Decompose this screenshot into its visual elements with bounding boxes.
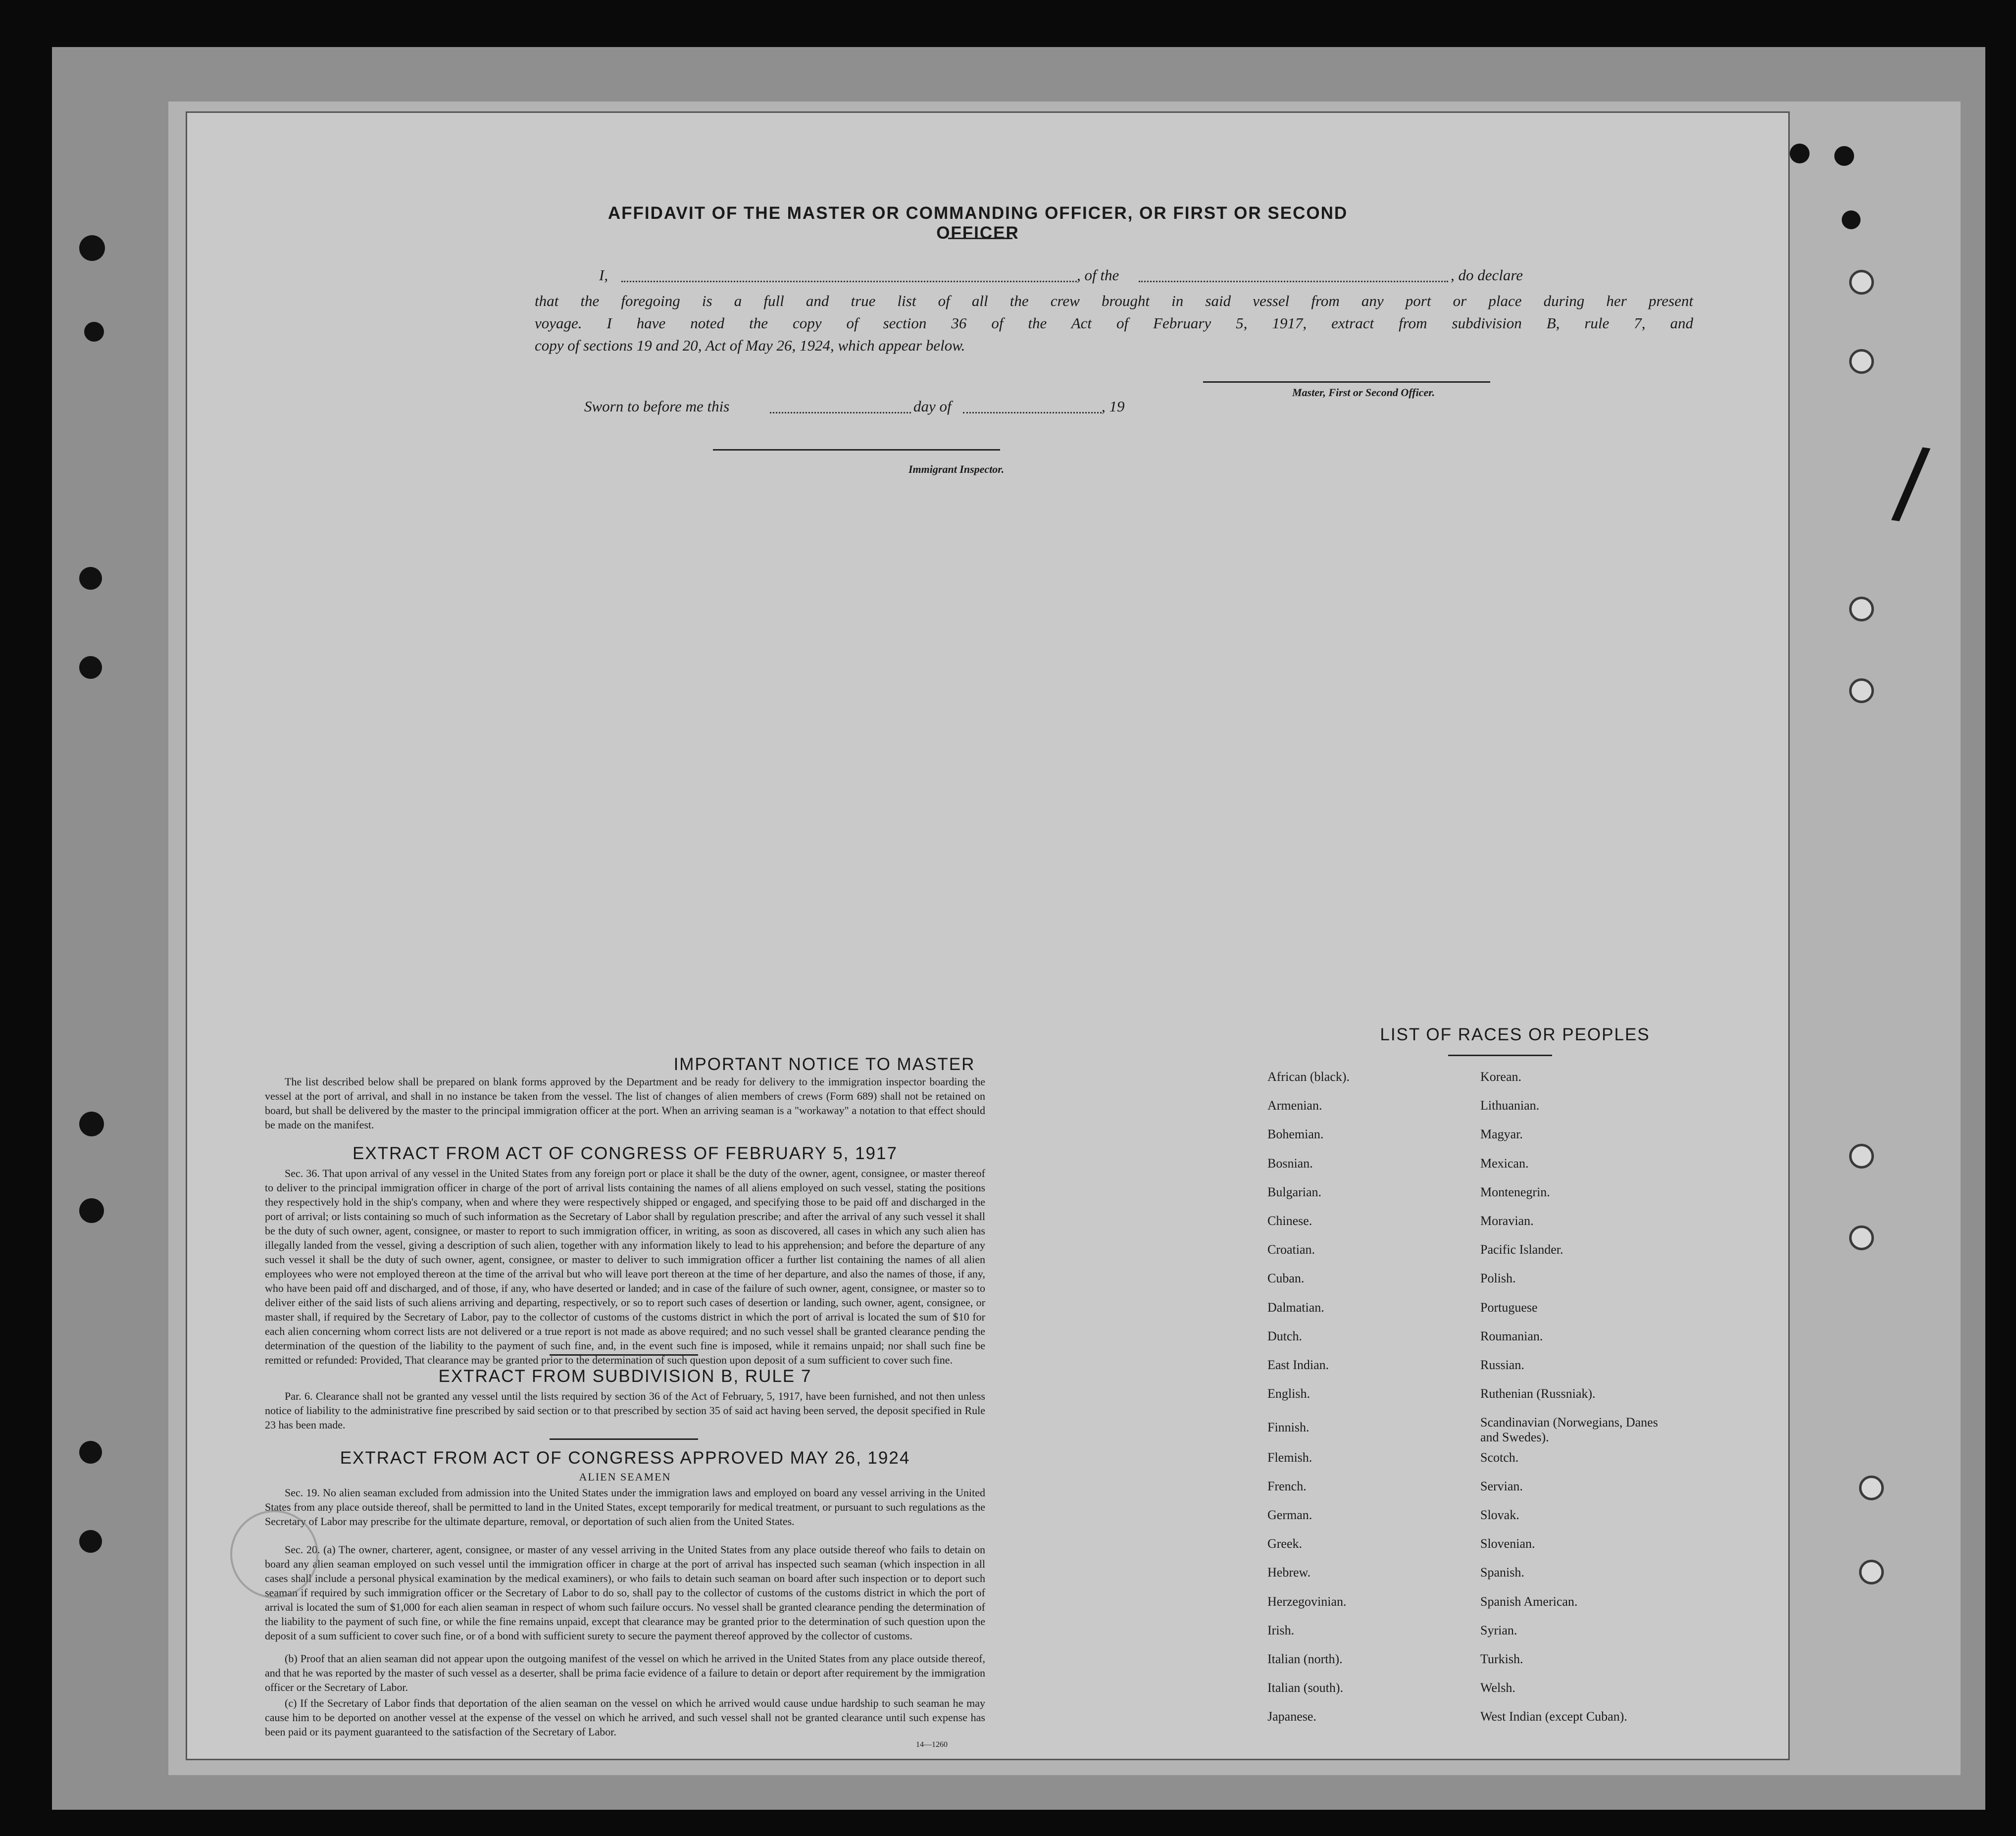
sworn-day-field[interactable]: [770, 412, 911, 413]
race-item-left: Japanese.: [1267, 1709, 1316, 1724]
race-item-left: Finnish.: [1267, 1420, 1310, 1435]
affidavit-line2: that the foregoing is a full and true list of all the crew brought in said vessel from any port or place during her present: [535, 292, 1693, 309]
race-item-left: Irish.: [1267, 1623, 1295, 1637]
race-item-right: Ruthenian (Russniak).: [1480, 1386, 1596, 1401]
punch-hole: [1834, 146, 1854, 166]
extract-1924-sec20a: Sec. 20. (a) The owner, charterer, agent, consignee, or master of any vessel arriving in the United States from any place outside thereof who fails to detain on board any alien seaman employed on such vessel until the immigration officer in charge at the port of arrival has inspected such seaman (which inspection in all cases shall include a personal physical examination by the medical examiners), or who fails to detain such seaman on board after such inspection or to deport such seaman if required by such immigration officer or the Secretary of Labor to do so, shall pay to the collector of customs of the customs district in which the port of arrival is located the sum of $1,000 for each alien seaman in respect of whom such failure occurs. No vessel shall be granted clearance pending the determination of the liability to the payment of such fine, or while the fine remains unpaid, except that clearance may be granted prior to the determination of such question upon the deposit of a sum sufficient to cover such fine, or of a bond with sufficient surety to secure the payment thereof approved by the collector of customs.: [265, 1543, 985, 1642]
affidavit-line1-declare: , do declare: [1451, 266, 1523, 284]
binder-ring: [79, 1530, 102, 1553]
punch-hole: [1849, 270, 1874, 295]
race-item-left: German.: [1267, 1508, 1312, 1522]
notice-body: The list described below shall be prepared on blank forms approved by the Department and be ready for delivery to the immigration inspector boarding the vessel at the port of arrival, and shall in no instance be taken from the vessel. The list of changes of alien members of crews (Form 689) shall not be retained on board, but shall be delivered by the master to the principal immigration officer at the port. When an arriving seaman is a "workaway" a notation to that effect should be made on the manifest.: [265, 1075, 985, 1131]
race-item-right: Spanish American.: [1480, 1594, 1578, 1609]
master-name-field[interactable]: [621, 281, 1077, 282]
race-item-left: Dalmatian.: [1267, 1300, 1324, 1315]
race-item-left: Herzegovinian.: [1267, 1594, 1347, 1609]
race-item-left: Dutch.: [1267, 1328, 1303, 1343]
section-divider: [550, 1438, 698, 1440]
race-item-right: Welsh.: [1480, 1681, 1515, 1695]
inspector-signature-label: Immigrant Inspector.: [908, 463, 1005, 475]
race-item-left: Armenian.: [1267, 1098, 1322, 1113]
race-item-right: Slovenian.: [1480, 1536, 1535, 1551]
form-number: 14—1260: [916, 1740, 948, 1749]
subdivision-body: Par. 6. Clearance shall not be granted any vessel until the lists required by section 36 of the Act of February, 5, 1917, have been furnished, and not then unless notice of liability to the administrative fine prescribed by said section or to that prescribed by section 35 of said act having been served, the deposit specified in Rule 23 has been made.: [265, 1390, 985, 1431]
section-divider: [550, 1354, 698, 1356]
race-item-left: Bohemian.: [1267, 1127, 1324, 1142]
affidavit-line1-i: I,: [599, 266, 608, 284]
race-item-right: Polish.: [1480, 1271, 1516, 1286]
binder-ring: [79, 1441, 102, 1464]
races-title: LIST OF RACES OR PEOPLES: [1380, 1025, 1650, 1044]
binder-ring: [79, 656, 102, 679]
race-item-right: Syrian.: [1480, 1623, 1517, 1637]
race-item-left: English.: [1267, 1386, 1310, 1401]
race-item-left: Italian (north).: [1267, 1652, 1343, 1666]
races-title-underline: [1448, 1055, 1552, 1056]
race-item-left: Chinese.: [1267, 1214, 1312, 1228]
sworn-prefix: Sworn to before me this: [584, 398, 730, 415]
binder-ring: [84, 322, 104, 342]
binder-ring: [79, 1112, 104, 1136]
race-item-right: Scandinavian (Norwegians, Danes and Swedes).: [1480, 1415, 1658, 1445]
form-sheet: [186, 111, 1790, 1760]
race-item-left: French.: [1267, 1479, 1307, 1493]
subdivision-title: EXTRACT FROM SUBDIVISION B, RULE 7: [438, 1367, 812, 1386]
race-item-left: Italian (south).: [1267, 1681, 1344, 1695]
punch-hole: [1790, 144, 1810, 163]
affidavit-line4: copy of sections 19 and 20, Act of May 26, 1924, which appear below.: [535, 337, 965, 354]
punch-hole: [1859, 1476, 1884, 1500]
race-item-left: Bosnian.: [1267, 1156, 1313, 1171]
binder-ring: [79, 567, 102, 590]
extract-1924-sec20c: (c) If the Secretary of Labor finds that deportation of the alien seaman on the vessel on which he arrived would cause undue hardship to such seaman he may cause him to be deported on another vessel at the expense of the vessel on which he arrived, and such vessel shall not be granted clearance until such expense has been paid or its payment guaranteed to the satisfaction of the Secretary of Labor.: [265, 1697, 985, 1738]
race-item-right: West Indian (except Cuban).: [1480, 1709, 1627, 1724]
race-item-right: Korean.: [1480, 1070, 1522, 1084]
race-item-right: Spanish.: [1480, 1565, 1524, 1580]
race-item-left: Cuban.: [1267, 1271, 1305, 1286]
race-item-right: Moravian.: [1480, 1214, 1534, 1228]
vessel-name-field[interactable]: [1139, 281, 1448, 282]
inspector-signature-line[interactable]: [713, 449, 1000, 451]
affidavit-title: AFFIDAVIT OF THE MASTER OR COMMANDING OFFICER, OR FIRST OR SECOND OFFICER: [607, 204, 1348, 243]
race-item-right: Pacific Islander.: [1480, 1242, 1563, 1257]
official-stamp: [230, 1510, 318, 1598]
punch-hole: [1859, 1560, 1884, 1584]
race-item-right: Lithuanian.: [1480, 1098, 1540, 1113]
affidavit-line3: voyage. I have noted the copy of section 36 of the Act of February 5, 1917, extract from subdivision B, rule 7, and: [535, 314, 1693, 332]
punch-hole: [1849, 678, 1874, 703]
race-item-right: Mexican.: [1480, 1156, 1529, 1171]
punch-hole: [1849, 1144, 1874, 1169]
race-item-left: Greek.: [1267, 1536, 1303, 1551]
punch-hole: [1849, 349, 1874, 374]
race-item-left: Croatian.: [1267, 1242, 1315, 1257]
race-item-right: Scotch.: [1480, 1450, 1519, 1465]
binder-ring: [79, 235, 105, 261]
race-item-left: Flemish.: [1267, 1450, 1312, 1465]
extract-1917-body: Sec. 36. That upon arrival of any vessel in the United States from any foreign port or place it shall be the duty of the owner, agent, consignee, or master thereof to deliver to the principal immigration officer in charge of the port of arrival lists containing the names of all aliens employed on such vessel, stating the positions they respectively hold in the ship's company, when and where they were respectively shipped or engaged, and specifying those to be paid off and discharged in the port of arrival; or lists containing so much of such information as the Secretary of Labor shall by regulation prescribe; and after the arrival of any such vessel it shall be the duty of such owner, agent, consignee, or master to report to such immigration officer, in writing, as soon as discovered, all cases in which any such alien has illegally landed from the vessel, giving a description of such alien, together with any information likely to lead to his apprehension; and before the departure of any such vessel it shall be the duty of such owner, agent, consignee, or master to deliver to such immigration officer a further list containing the names of all alien employees who were not employed thereon at the time of the arrival but who will leave port thereon at the time of her departure, and also the names of those, if any, who have been paid off and discharged, and of those, if any, who have deserted or landed; and in case of the failure of such owner, agent, consignee, or master so to deliver either of the said lists of such aliens arriving and departing, respectively, or so to report such cases of desertion or landing, such owner, agent, consignee, or master shall, if required by the Secretary of Labor, pay to the collector of customs of the customs district in which the port of arrival is located the sum of $10 for each alien concerning whom correct lists are not delivered or a true report is not made as above required; and no such vessel shall be granted clearance pending the determination of the question of the liability to the payment of such fine, and, in the event such fine is imposed, while it remains unpaid; nor shall such fine be remitted or refunded: Provided, That clearance may be granted prior to the determination of such question upon deposit of a sum sufficient to cover such fine.: [265, 1167, 985, 1366]
race-item-right: Servian.: [1480, 1479, 1523, 1493]
extract-1924-sec20b: (b) Proof that an alien seaman did not appear upon the outgoing manifest of the vessel on which he arrived in the United States from any place outside thereof, and that he was reported by the master of such vessel as a deserter, shall be prima facie evidence of a failure to detain or deport after requirement by the immigration officer or the Secretary of Labor.: [265, 1652, 985, 1693]
punch-hole: [1842, 210, 1861, 229]
race-item-right: Slovak.: [1480, 1508, 1519, 1522]
title-underline: [948, 238, 1012, 239]
extract-1924-title: EXTRACT FROM ACT OF CONGRESS APPROVED MAY 26, 1924: [340, 1448, 910, 1468]
race-item-left: African (black).: [1267, 1070, 1350, 1084]
punch-hole: [1849, 597, 1874, 621]
race-item-right: Russian.: [1480, 1358, 1524, 1372]
race-item-right: Portuguese: [1480, 1300, 1538, 1315]
extract-1924-subtitle: ALIEN SEAMEN: [579, 1471, 671, 1483]
race-item-right: Magyar.: [1480, 1127, 1523, 1142]
master-signature-label: Master, First or Second Officer.: [1292, 386, 1435, 399]
race-item-right: Roumanian.: [1480, 1328, 1543, 1343]
race-item-right: Montenegrin.: [1480, 1184, 1550, 1199]
race-item-left: Hebrew.: [1267, 1565, 1311, 1580]
punch-hole: [1849, 1225, 1874, 1250]
extract-1917-title: EXTRACT FROM ACT OF CONGRESS OF FEBRUARY 5, 1917: [353, 1144, 898, 1163]
binder-ring: [79, 1198, 104, 1223]
sworn-year: , 19: [1102, 398, 1125, 415]
sworn-day-of: day of: [913, 398, 952, 415]
handwritten-mark: /: [1888, 426, 1933, 545]
extract-1924-sec19: Sec. 19. No alien seaman excluded from admission into the United States under the immigration laws and employed on board any vessel arriving in the United States from any place outside thereof, shall be permitted to land in the United States, except temporarily for medical treatment, or pursuant to such regulations as the Secretary of Labor may prescribe for the ultimate departure, removal, or deportation of such alien from the United States.: [265, 1486, 985, 1528]
race-item-left: East Indian.: [1267, 1358, 1329, 1372]
notice-title: IMPORTANT NOTICE TO MASTER: [673, 1055, 975, 1074]
sworn-month-field[interactable]: [963, 412, 1102, 413]
race-item-left: Bulgarian.: [1267, 1184, 1322, 1199]
race-item-right: Turkish.: [1480, 1652, 1523, 1666]
affidavit-line1-of: , of the: [1077, 266, 1119, 284]
master-signature-line[interactable]: [1203, 381, 1490, 383]
